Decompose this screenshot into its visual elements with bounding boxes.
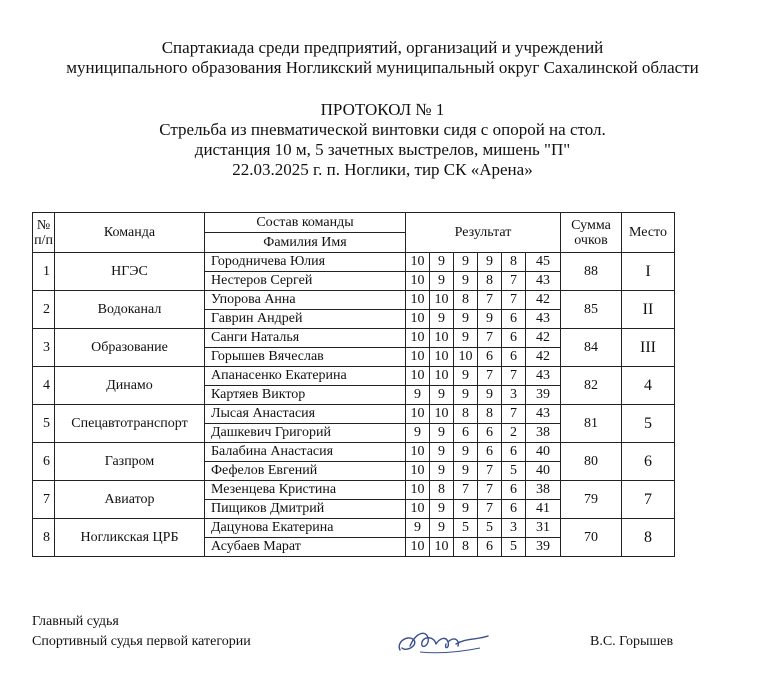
shot-score: 9 <box>454 310 478 329</box>
shot-score: 9 <box>406 519 430 538</box>
team-sum: 80 <box>561 443 622 481</box>
shot-score: 5 <box>454 519 478 538</box>
team-name: НГЭС <box>55 253 205 291</box>
shot-score: 3 <box>502 386 526 405</box>
member-name: Асубаев Марат <box>205 538 406 557</box>
shot-score: 9 <box>430 500 454 519</box>
member-name: Лысая Анастасия <box>205 405 406 424</box>
shot-score: 8 <box>478 405 502 424</box>
shot-score: 10 <box>454 348 478 367</box>
shot-score: 5 <box>502 462 526 481</box>
shot-score: 10 <box>406 500 430 519</box>
member-name: Фефелов Евгений <box>205 462 406 481</box>
shot-score: 7 <box>502 291 526 310</box>
team-place: 4 <box>622 367 675 405</box>
team-number: 7 <box>33 481 55 519</box>
team-place: I <box>622 253 675 291</box>
table-row <box>33 405 675 424</box>
table-row <box>33 443 675 462</box>
shot-score: 6 <box>502 310 526 329</box>
shot-score: 10 <box>430 329 454 348</box>
shot-score: 9 <box>430 386 454 405</box>
shot-score: 8 <box>454 538 478 557</box>
shot-score: 9 <box>454 462 478 481</box>
team-name: Газпром <box>55 443 205 481</box>
shot-score: 6 <box>478 443 502 462</box>
member-result: 38 <box>526 424 561 443</box>
team-place: 6 <box>622 443 675 481</box>
member-result: 43 <box>526 405 561 424</box>
team-number: 4 <box>33 367 55 405</box>
team-place: 5 <box>622 405 675 443</box>
shot-score: 9 <box>454 272 478 291</box>
event-line-3: 22.03.2025 г. п. Ноглики, тир СК «Арена» <box>232 160 533 179</box>
judge-name: В.С. Горышев <box>590 634 674 649</box>
shot-score: 9 <box>454 329 478 348</box>
shot-score: 6 <box>478 348 502 367</box>
member-result: 42 <box>526 329 561 348</box>
member-result: 41 <box>526 500 561 519</box>
team-place: 7 <box>622 481 675 519</box>
member-result: 40 <box>526 462 561 481</box>
shot-score: 9 <box>478 310 502 329</box>
shot-score: 8 <box>430 481 454 500</box>
team-sum: 88 <box>561 253 622 291</box>
shot-score: 10 <box>430 405 454 424</box>
shot-score: 6 <box>502 481 526 500</box>
team-number: 3 <box>33 329 55 367</box>
shot-score: 6 <box>478 538 502 557</box>
team-sum: 79 <box>561 481 622 519</box>
shot-score: 9 <box>430 272 454 291</box>
judge-category: Спортивный судья первой категории <box>32 634 251 649</box>
shot-score: 9 <box>478 386 502 405</box>
shot-score: 10 <box>430 538 454 557</box>
shot-score: 9 <box>454 386 478 405</box>
shot-score: 10 <box>406 481 430 500</box>
shot-score: 10 <box>406 329 430 348</box>
shot-score: 5 <box>478 519 502 538</box>
shot-score: 5 <box>502 538 526 557</box>
shot-score: 7 <box>478 291 502 310</box>
shot-score: 6 <box>502 443 526 462</box>
shot-score: 8 <box>478 272 502 291</box>
shot-score: 9 <box>430 310 454 329</box>
shot-score: 2 <box>502 424 526 443</box>
protocol-title: ПРОТОКОЛ № 1 <box>320 100 445 119</box>
shot-score: 7 <box>478 500 502 519</box>
team-name: Ногликская ЦРБ <box>55 519 205 557</box>
team-name: Образование <box>55 329 205 367</box>
member-result: 31 <box>526 519 561 538</box>
shot-score: 10 <box>406 443 430 462</box>
header-roster: Состав команды <box>205 213 406 233</box>
team-sum: 84 <box>561 329 622 367</box>
team-number: 8 <box>33 519 55 557</box>
header-line-2: муниципального образования Ногликский муниципальный округ Сахалинской области <box>66 58 699 77</box>
table-row <box>33 519 675 538</box>
shot-score: 7 <box>478 367 502 386</box>
team-place: III <box>622 329 675 367</box>
member-result: 43 <box>526 310 561 329</box>
shot-score: 8 <box>502 253 526 272</box>
shot-score: 9 <box>406 424 430 443</box>
team-name: Авиатор <box>55 481 205 519</box>
member-result: 40 <box>526 443 561 462</box>
member-name: Нестеров Сергей <box>205 272 406 291</box>
shot-score: 7 <box>454 481 478 500</box>
team-number: 1 <box>33 253 55 291</box>
member-result: 42 <box>526 291 561 310</box>
shot-score: 10 <box>406 367 430 386</box>
shot-score: 9 <box>430 462 454 481</box>
team-sum: 81 <box>561 405 622 443</box>
shot-score: 6 <box>454 424 478 443</box>
event-line-1: Стрельба из пневматической винтовки сидя с опорой на стол. <box>159 120 606 139</box>
team-place: II <box>622 291 675 329</box>
header-line-1: Спартакиада среди предприятий, организаций и учреждений <box>161 38 604 57</box>
shot-score: 6 <box>502 329 526 348</box>
shot-score: 10 <box>406 291 430 310</box>
team-sum: 82 <box>561 367 622 405</box>
table-row <box>33 291 675 310</box>
judge-title: Главный судья <box>32 614 119 629</box>
shot-score: 9 <box>454 500 478 519</box>
team-sum: 85 <box>561 291 622 329</box>
event-line-2: дистанция 10 м, 5 зачетных выстрелов, мишень "П" <box>194 140 571 159</box>
shot-score: 10 <box>406 272 430 291</box>
member-result: 42 <box>526 348 561 367</box>
shot-score: 10 <box>430 367 454 386</box>
team-number: 2 <box>33 291 55 329</box>
member-name: Пищиков Дмитрий <box>205 500 406 519</box>
team-name: Динамо <box>55 367 205 405</box>
shot-score: 8 <box>454 291 478 310</box>
shot-score: 7 <box>502 367 526 386</box>
header-name: Фамилия Имя <box>205 233 406 253</box>
shot-score: 10 <box>406 405 430 424</box>
team-sum: 70 <box>561 519 622 557</box>
member-name: Упорова Анна <box>205 291 406 310</box>
shot-score: 10 <box>430 291 454 310</box>
table-row <box>33 253 675 272</box>
document-header <box>0 38 765 180</box>
shot-score: 9 <box>430 443 454 462</box>
header-num: № п/п <box>33 213 55 253</box>
member-name: Дашкевич Григорий <box>205 424 406 443</box>
shot-score: 10 <box>430 348 454 367</box>
team-name: Водоканал <box>55 291 205 329</box>
shot-score: 9 <box>454 253 478 272</box>
shot-score: 10 <box>406 253 430 272</box>
member-name: Санги Наталья <box>205 329 406 348</box>
team-number: 5 <box>33 405 55 443</box>
header-result: Результат <box>406 213 561 253</box>
shot-score: 10 <box>406 538 430 557</box>
team-name: Спецавтотранспорт <box>55 405 205 443</box>
member-name: Городничева Юлия <box>205 253 406 272</box>
header-team: Команда <box>55 213 205 253</box>
member-name: Балабина Анастасия <box>205 443 406 462</box>
results-table <box>32 212 675 557</box>
shot-score: 7 <box>478 329 502 348</box>
member-result: 43 <box>526 272 561 291</box>
shot-score: 10 <box>406 348 430 367</box>
shot-score: 7 <box>478 481 502 500</box>
shot-score: 6 <box>502 500 526 519</box>
shot-score: 6 <box>502 348 526 367</box>
member-result: 43 <box>526 367 561 386</box>
header-place: Место <box>622 213 675 253</box>
shot-score: 8 <box>454 405 478 424</box>
member-name: Горышев Вячеслав <box>205 348 406 367</box>
member-result: 45 <box>526 253 561 272</box>
member-result: 39 <box>526 386 561 405</box>
member-result: 38 <box>526 481 561 500</box>
shot-score: 9 <box>430 424 454 443</box>
shot-score: 3 <box>502 519 526 538</box>
member-result: 39 <box>526 538 561 557</box>
shot-score: 9 <box>430 253 454 272</box>
shot-score: 9 <box>430 519 454 538</box>
shot-score: 9 <box>478 253 502 272</box>
header-sum: Сумма очков <box>561 213 622 253</box>
member-name: Гаврин Андрей <box>205 310 406 329</box>
table-row <box>33 329 675 348</box>
team-number: 6 <box>33 443 55 481</box>
shot-score: 9 <box>406 386 430 405</box>
signature-image <box>390 622 500 662</box>
table-row <box>33 367 675 386</box>
shot-score: 9 <box>454 367 478 386</box>
member-name: Апанасенко Екатерина <box>205 367 406 386</box>
shot-score: 7 <box>502 272 526 291</box>
table-row <box>33 481 675 500</box>
member-name: Картяев Виктор <box>205 386 406 405</box>
shot-score: 7 <box>478 462 502 481</box>
member-name: Дацунова Екатерина <box>205 519 406 538</box>
shot-score: 9 <box>454 443 478 462</box>
shot-score: 6 <box>478 424 502 443</box>
shot-score: 7 <box>502 405 526 424</box>
shot-score: 10 <box>406 310 430 329</box>
team-place: 8 <box>622 519 675 557</box>
shot-score: 10 <box>406 462 430 481</box>
member-name: Мезенцева Кристина <box>205 481 406 500</box>
